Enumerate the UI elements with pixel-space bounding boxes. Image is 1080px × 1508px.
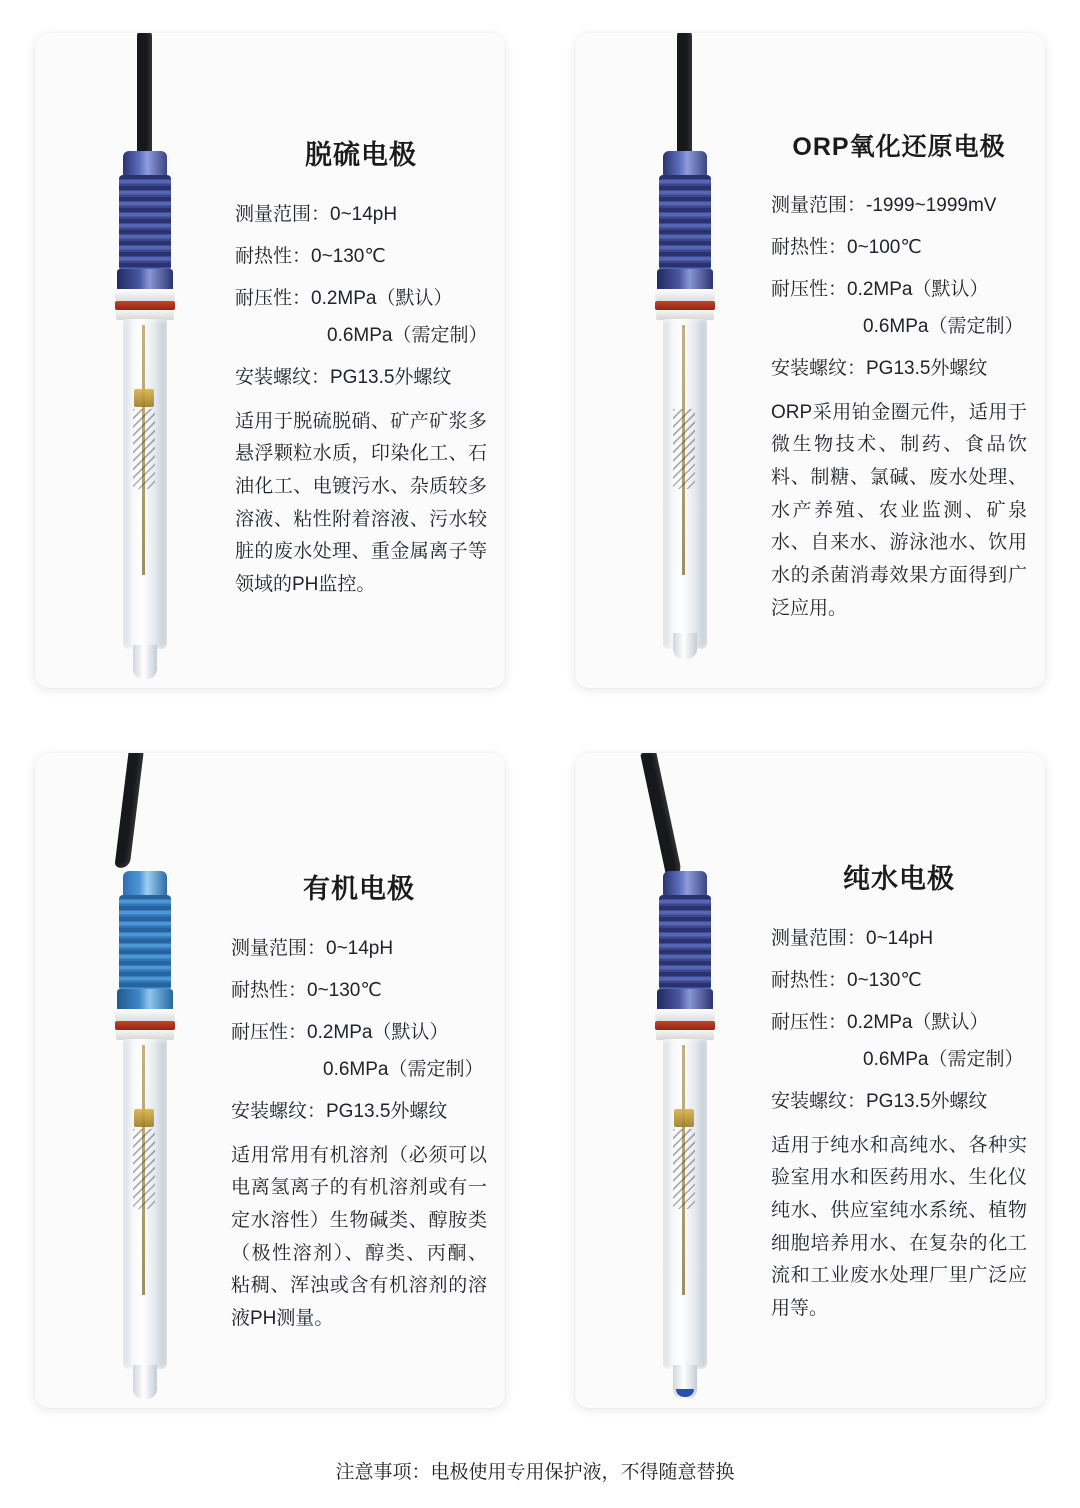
spec-pressure-resistance: 耐压性：0.2MPa（默认） [771,279,989,301]
probe-cap-threads [659,175,711,271]
probe-cap-top [123,871,167,897]
product-card-desulfurization-electrode [35,33,505,688]
probe-white-ring [115,289,175,301]
spec-thread: 安装螺纹：PG13.5外螺纹 [231,1101,448,1123]
electrode-probe-image [619,33,769,688]
spec-heat-resistance: 耐热性：0~130℃ [771,969,922,991]
probe-tip [133,645,157,679]
probe-white-ring [655,289,715,301]
card-cell-3 [0,720,540,1440]
probe-red-ring [655,301,715,310]
electrode-probe-image [79,33,229,688]
probe-cable [640,753,683,881]
probe-tip [673,633,697,659]
probe-glass-body [123,1039,167,1369]
probe-cap-top [123,151,167,177]
spec-list [771,191,1027,384]
card-cell-1 [0,0,540,720]
spec-measuring-range: 测量范围：0~14pH [771,927,934,949]
probe-glass-body [123,319,167,649]
product-title: 有机电极 [303,873,415,904]
product-card-organic-electrode [35,753,505,1408]
spec-pressure-resistance-custom: 0.6MPa（需定制） [327,324,488,346]
probe-inner-coil [133,1129,155,1209]
probe-cable [677,33,692,159]
probe-cap-base [117,989,173,1011]
card-content-2 [771,33,1037,688]
spec-measuring-range: 测量范围：0~14pH [231,937,394,959]
probe-cap-threads [119,175,171,271]
product-title: 纯水电极 [843,863,955,894]
product-description: ORP采用铂金圈元件，适用于微生物技术、制药、食品饮料、制糖、氯碱、废水处理、水产养殖、农业监测、矿泉水、自来水、游泳池水、饮用水的杀菌消毒效果方面得到广泛应用。 [771,401,1027,619]
spec-pressure-resistance-custom: 0.6MPa（需定制） [863,1048,1024,1070]
probe-white-ring [655,1009,715,1021]
probe-inner-coil [133,409,155,489]
product-description: 适用于纯水和高纯水、各种实验室用水和医药用水、生化仪纯水、供应室纯水系统、植物细胞培养用水、在复杂的化工流和工业废水处理厂里广泛应用等。 [771,1134,1027,1320]
product-card-pure-water-electrode [575,753,1045,1408]
probe-tip [673,1365,697,1399]
electrode-probe-image [79,753,229,1408]
spec-pressure-resistance: 耐压性：0.2MPa（默认） [235,288,453,310]
spec-pressure-resistance-custom: 0.6MPa（需定制） [323,1058,484,1080]
probe-cap-threads [659,895,711,991]
probe-gold-band [134,1109,154,1127]
footnote-text: 电极使用专用保护液，不得随意替换 [430,1462,735,1483]
spec-heat-resistance: 耐热性：0~130℃ [235,245,386,267]
spec-thread: 安装螺纹：PG13.5外螺纹 [771,358,988,380]
probe-cap-top [663,871,707,897]
product-title: 脱硫电极 [305,139,417,170]
probe-inner-coil [673,1129,695,1209]
probe-gold-band [134,389,154,407]
card-cell-4 [540,720,1080,1440]
card-content-1 [235,33,497,688]
spec-thread: 安装螺纹：PG13.5外螺纹 [771,1091,988,1113]
spec-pressure-resistance: 耐压性：0.2MPa（默认） [771,1012,989,1034]
probe-cap-threads [119,895,171,991]
spec-heat-resistance: 耐热性：0~130℃ [231,979,382,1001]
probe-tip [133,1365,157,1399]
card-content-3 [231,753,497,1408]
product-title: ORP氧化还原电极 [792,132,1006,161]
spec-list [231,934,487,1127]
probe-red-ring [655,1021,715,1030]
probe-red-ring [115,1021,175,1030]
probe-glass-body [663,1039,707,1369]
probe-cap-base [657,989,713,1011]
probe-gold-band [674,1109,694,1127]
spec-heat-resistance: 耐热性：0~100℃ [771,236,922,258]
spec-pressure-resistance-custom: 0.6MPa（需定制） [863,315,1024,337]
probe-glass-body [663,319,707,649]
electrode-probe-image [619,753,769,1408]
probe-red-ring [115,301,175,310]
probe-cap-top [663,151,707,177]
product-description: 适用于脱硫脱硝、矿产矿浆多悬浮颗粒水质，印染化工、石油化工、电镀污水、杂质较多溶液、粘性附着溶液、污水较脏的废水处理、重金属离子等领域的PH监控。 [235,410,487,596]
spec-pressure-resistance: 耐压性：0.2MPa（默认） [231,1022,449,1044]
card-cell-2 [540,0,1080,720]
spec-measuring-range: 测量范围：0~14pH [235,203,398,225]
probe-white-ring [115,1009,175,1021]
probe-cap-base [657,269,713,291]
probe-cable [137,33,152,159]
footnote-label: 注意事项： [335,1462,431,1483]
probe-inner-coil [673,409,695,489]
probe-cable [114,753,144,869]
product-description: 适用常用有机溶剂（必须可以电离氢离子的有机溶剂或有一定水溶性）生物碱类、醇胺类（极性溶剂）、醇类、丙酮、粘稠、浑浊或含有机溶剂的溶液PH测量。 [231,1144,487,1330]
spec-thread: 安装螺纹：PG13.5外螺纹 [235,367,452,389]
probe-cap-base [117,269,173,291]
product-card-orp-electrode [575,33,1045,688]
spec-list [235,200,487,393]
card-content-4 [771,753,1037,1408]
spec-measuring-range: 测量范围：-1999~1999mV [771,194,997,216]
footnote [0,1457,1080,1484]
spec-list [771,924,1027,1117]
